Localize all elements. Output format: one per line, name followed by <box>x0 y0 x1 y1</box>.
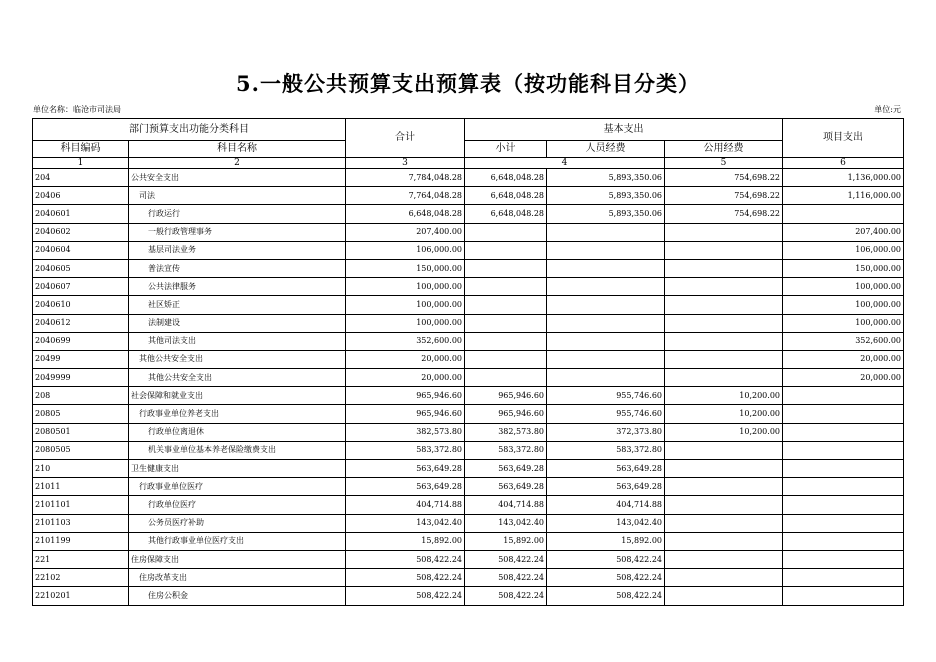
cell-public <box>665 223 783 241</box>
cell-public <box>665 496 783 514</box>
header-index: 2 <box>129 158 346 169</box>
header-index: 1 <box>33 158 129 169</box>
cell-project: 20,000.00 <box>783 350 904 368</box>
cell-total: 100,000.00 <box>346 296 465 314</box>
table-row <box>33 332 904 350</box>
table-row <box>33 169 904 187</box>
cell-subtotal: 15,892.00 <box>465 532 547 550</box>
cell-project <box>783 405 904 423</box>
cell-code: 2080501 <box>33 423 129 441</box>
cell-name: 司法 <box>129 187 346 205</box>
cell-personnel: 5,893,350.06 <box>547 187 665 205</box>
cell-public: 10,200.00 <box>665 405 783 423</box>
cell-personnel: 404,714.88 <box>547 496 665 514</box>
cell-project <box>783 514 904 532</box>
cell-subtotal <box>465 241 547 259</box>
cell-project: 1,136,000.00 <box>783 169 904 187</box>
cell-total: 20,000.00 <box>346 369 465 387</box>
cell-total: 583,372.80 <box>346 441 465 459</box>
cell-personnel: 372,373.80 <box>547 423 665 441</box>
table-row <box>33 405 904 423</box>
cell-code: 20499 <box>33 350 129 368</box>
unit-label: 单位:元 <box>874 105 901 114</box>
cell-total: 207,400.00 <box>346 223 465 241</box>
cell-code: 208 <box>33 387 129 405</box>
cell-code: 21011 <box>33 478 129 496</box>
header-basic: 基本支出 <box>465 119 783 141</box>
cell-code: 2101103 <box>33 514 129 532</box>
header-func-group: 部门预算支出功能分类科目 <box>33 119 346 141</box>
table-row <box>33 514 904 532</box>
cell-subtotal <box>465 259 547 277</box>
cell-personnel: 955,746.60 <box>547 405 665 423</box>
cell-code: 2101101 <box>33 496 129 514</box>
cell-personnel <box>547 223 665 241</box>
cell-project: 106,000.00 <box>783 241 904 259</box>
cell-code: 20406 <box>33 187 129 205</box>
cell-subtotal <box>465 332 547 350</box>
table-body <box>33 169 904 606</box>
header-index: 6 <box>783 158 904 169</box>
cell-subtotal: 6,648,048.28 <box>465 169 547 187</box>
cell-public <box>665 296 783 314</box>
table-row <box>33 369 904 387</box>
header-subtotal: 小计 <box>465 141 547 158</box>
cell-subtotal: 404,714.88 <box>465 496 547 514</box>
cell-public <box>665 532 783 550</box>
cell-total: 508,422.24 <box>346 587 465 605</box>
cell-total: 382,573.80 <box>346 423 465 441</box>
table-row <box>33 569 904 587</box>
cell-code: 2040610 <box>33 296 129 314</box>
cell-personnel: 5,893,350.06 <box>547 169 665 187</box>
cell-name: 基层司法业务 <box>129 241 346 259</box>
table-row <box>33 259 904 277</box>
cell-project: 150,000.00 <box>783 259 904 277</box>
cell-name: 行政单位离退休 <box>129 423 346 441</box>
cell-code: 20805 <box>33 405 129 423</box>
cell-project: 20,000.00 <box>783 369 904 387</box>
cell-subtotal <box>465 350 547 368</box>
cell-personnel: 143,042.40 <box>547 514 665 532</box>
cell-name: 行政事业单位养老支出 <box>129 405 346 423</box>
cell-project <box>783 387 904 405</box>
cell-name: 社区矫正 <box>129 296 346 314</box>
cell-code: 2049999 <box>33 369 129 387</box>
cell-total: 150,000.00 <box>346 259 465 277</box>
cell-public <box>665 587 783 605</box>
cell-public <box>665 369 783 387</box>
cell-code: 2040605 <box>33 259 129 277</box>
table-row <box>33 187 904 205</box>
table-row <box>33 460 904 478</box>
cell-subtotal <box>465 314 547 332</box>
table-row <box>33 550 904 568</box>
cell-subtotal <box>465 296 547 314</box>
cell-public: 754,698.22 <box>665 169 783 187</box>
cell-code: 221 <box>33 550 129 568</box>
cell-total: 965,946.60 <box>346 405 465 423</box>
cell-personnel <box>547 332 665 350</box>
cell-code: 2040699 <box>33 332 129 350</box>
cell-name: 其他司法支出 <box>129 332 346 350</box>
cell-total: 352,600.00 <box>346 332 465 350</box>
cell-total: 20,000.00 <box>346 350 465 368</box>
cell-personnel <box>547 350 665 368</box>
cell-subtotal: 508,422.24 <box>465 550 547 568</box>
cell-personnel: 563,649.28 <box>547 460 665 478</box>
table-row <box>33 478 904 496</box>
cell-project <box>783 423 904 441</box>
header-personnel: 人员经费 <box>547 141 665 158</box>
cell-project <box>783 569 904 587</box>
header-index: 5 <box>665 158 783 169</box>
cell-personnel: 583,372.80 <box>547 441 665 459</box>
cell-name: 行政运行 <box>129 205 346 223</box>
table-row <box>33 423 904 441</box>
table-row <box>33 278 904 296</box>
cell-public <box>665 241 783 259</box>
table-row <box>33 441 904 459</box>
cell-total: 100,000.00 <box>346 314 465 332</box>
cell-project <box>783 478 904 496</box>
cell-project <box>783 587 904 605</box>
header-index: 3 <box>346 158 465 169</box>
cell-personnel: 563,649.28 <box>547 478 665 496</box>
cell-project: 1,116,000.00 <box>783 187 904 205</box>
cell-code: 22102 <box>33 569 129 587</box>
cell-code: 2040601 <box>33 205 129 223</box>
cell-public <box>665 569 783 587</box>
cell-total: 7,784,048.28 <box>346 169 465 187</box>
cell-public <box>665 514 783 532</box>
cell-total: 965,946.60 <box>346 387 465 405</box>
cell-personnel <box>547 259 665 277</box>
cell-name: 其他行政事业单位医疗支出 <box>129 532 346 550</box>
cell-project <box>783 205 904 223</box>
cell-code: 204 <box>33 169 129 187</box>
cell-name: 普法宣传 <box>129 259 346 277</box>
cell-subtotal: 508,422.24 <box>465 587 547 605</box>
cell-personnel <box>547 278 665 296</box>
cell-personnel <box>547 369 665 387</box>
cell-personnel: 508,422.24 <box>547 550 665 568</box>
cell-public <box>665 550 783 568</box>
table-row <box>33 296 904 314</box>
cell-total: 7,764,048.28 <box>346 187 465 205</box>
cell-project: 100,000.00 <box>783 278 904 296</box>
cell-personnel <box>547 241 665 259</box>
header-project: 项目支出 <box>783 119 904 158</box>
cell-public: 10,200.00 <box>665 387 783 405</box>
table-row <box>33 314 904 332</box>
header-total: 合计 <box>346 119 465 158</box>
cell-project <box>783 460 904 478</box>
cell-project: 352,600.00 <box>783 332 904 350</box>
cell-name: 住房保障支出 <box>129 550 346 568</box>
table-row <box>33 241 904 259</box>
cell-subtotal: 965,946.60 <box>465 387 547 405</box>
cell-public <box>665 332 783 350</box>
cell-public <box>665 278 783 296</box>
cell-project: 207,400.00 <box>783 223 904 241</box>
table-row <box>33 587 904 605</box>
cell-personnel: 508,422.24 <box>547 569 665 587</box>
cell-public <box>665 460 783 478</box>
cell-total: 508,422.24 <box>346 550 465 568</box>
table-row <box>33 205 904 223</box>
cell-code: 2040604 <box>33 241 129 259</box>
header-name: 科目名称 <box>129 141 346 158</box>
table-row <box>33 350 904 368</box>
cell-code: 210 <box>33 460 129 478</box>
cell-subtotal <box>465 223 547 241</box>
cell-subtotal: 6,648,048.28 <box>465 205 547 223</box>
table-row <box>33 223 904 241</box>
cell-name: 行政单位医疗 <box>129 496 346 514</box>
cell-subtotal: 563,649.28 <box>465 478 547 496</box>
table-row <box>33 532 904 550</box>
cell-personnel: 955,746.60 <box>547 387 665 405</box>
cell-total: 6,648,048.28 <box>346 205 465 223</box>
cell-subtotal: 143,042.40 <box>465 514 547 532</box>
cell-public: 754,698.22 <box>665 205 783 223</box>
cell-project <box>783 496 904 514</box>
cell-name: 卫生健康支出 <box>129 460 346 478</box>
table-row <box>33 387 904 405</box>
cell-name: 公共安全支出 <box>129 169 346 187</box>
cell-project <box>783 550 904 568</box>
header-code: 科目编码 <box>33 141 129 158</box>
cell-name: 公务员医疗补助 <box>129 514 346 532</box>
cell-total: 106,000.00 <box>346 241 465 259</box>
header-public: 公用经费 <box>665 141 783 158</box>
cell-code: 2040607 <box>33 278 129 296</box>
cell-personnel: 15,892.00 <box>547 532 665 550</box>
cell-total: 15,892.00 <box>346 532 465 550</box>
cell-total: 100,000.00 <box>346 278 465 296</box>
cell-name: 行政事业单位医疗 <box>129 478 346 496</box>
cell-total: 563,649.28 <box>346 478 465 496</box>
cell-total: 404,714.88 <box>346 496 465 514</box>
cell-subtotal: 6,648,048.28 <box>465 187 547 205</box>
cell-code: 2080505 <box>33 441 129 459</box>
cell-personnel <box>547 296 665 314</box>
cell-public: 754,698.22 <box>665 187 783 205</box>
cell-project: 100,000.00 <box>783 296 904 314</box>
cell-subtotal: 965,946.60 <box>465 405 547 423</box>
cell-subtotal: 382,573.80 <box>465 423 547 441</box>
cell-personnel: 5,893,350.06 <box>547 205 665 223</box>
cell-name: 其他公共安全支出 <box>129 369 346 387</box>
cell-name: 其他公共安全支出 <box>129 350 346 368</box>
cell-public: 10,200.00 <box>665 423 783 441</box>
cell-code: 2040602 <box>33 223 129 241</box>
cell-name: 住房改革支出 <box>129 569 346 587</box>
cell-name: 机关事业单位基本养老保险缴费支出 <box>129 441 346 459</box>
cell-subtotal <box>465 369 547 387</box>
cell-name: 一般行政管理事务 <box>129 223 346 241</box>
cell-name: 社会保障和就业支出 <box>129 387 346 405</box>
cell-project: 100,000.00 <box>783 314 904 332</box>
cell-public <box>665 350 783 368</box>
unit-name: 单位名称：临沧市司法局 <box>33 105 121 114</box>
header-index: 4 <box>465 158 665 169</box>
table-row <box>33 496 904 514</box>
cell-name: 住房公积金 <box>129 587 346 605</box>
cell-subtotal: 508,422.24 <box>465 569 547 587</box>
cell-subtotal: 583,372.80 <box>465 441 547 459</box>
cell-total: 143,042.40 <box>346 514 465 532</box>
cell-total: 563,649.28 <box>346 460 465 478</box>
cell-public <box>665 259 783 277</box>
cell-personnel: 508,422.24 <box>547 587 665 605</box>
page-title: 5.一般公共预算支出预算表（按功能科目分类） <box>236 71 700 96</box>
cell-public <box>665 441 783 459</box>
budget-table <box>32 118 904 606</box>
cell-code: 2210201 <box>33 587 129 605</box>
cell-public <box>665 478 783 496</box>
cell-project <box>783 441 904 459</box>
cell-subtotal <box>465 278 547 296</box>
cell-public <box>665 314 783 332</box>
cell-code: 2040612 <box>33 314 129 332</box>
cell-name: 公共法律服务 <box>129 278 346 296</box>
cell-total: 508,422.24 <box>346 569 465 587</box>
cell-subtotal: 563,649.28 <box>465 460 547 478</box>
cell-project <box>783 532 904 550</box>
cell-code: 2101199 <box>33 532 129 550</box>
cell-name: 法制建设 <box>129 314 346 332</box>
cell-personnel <box>547 314 665 332</box>
